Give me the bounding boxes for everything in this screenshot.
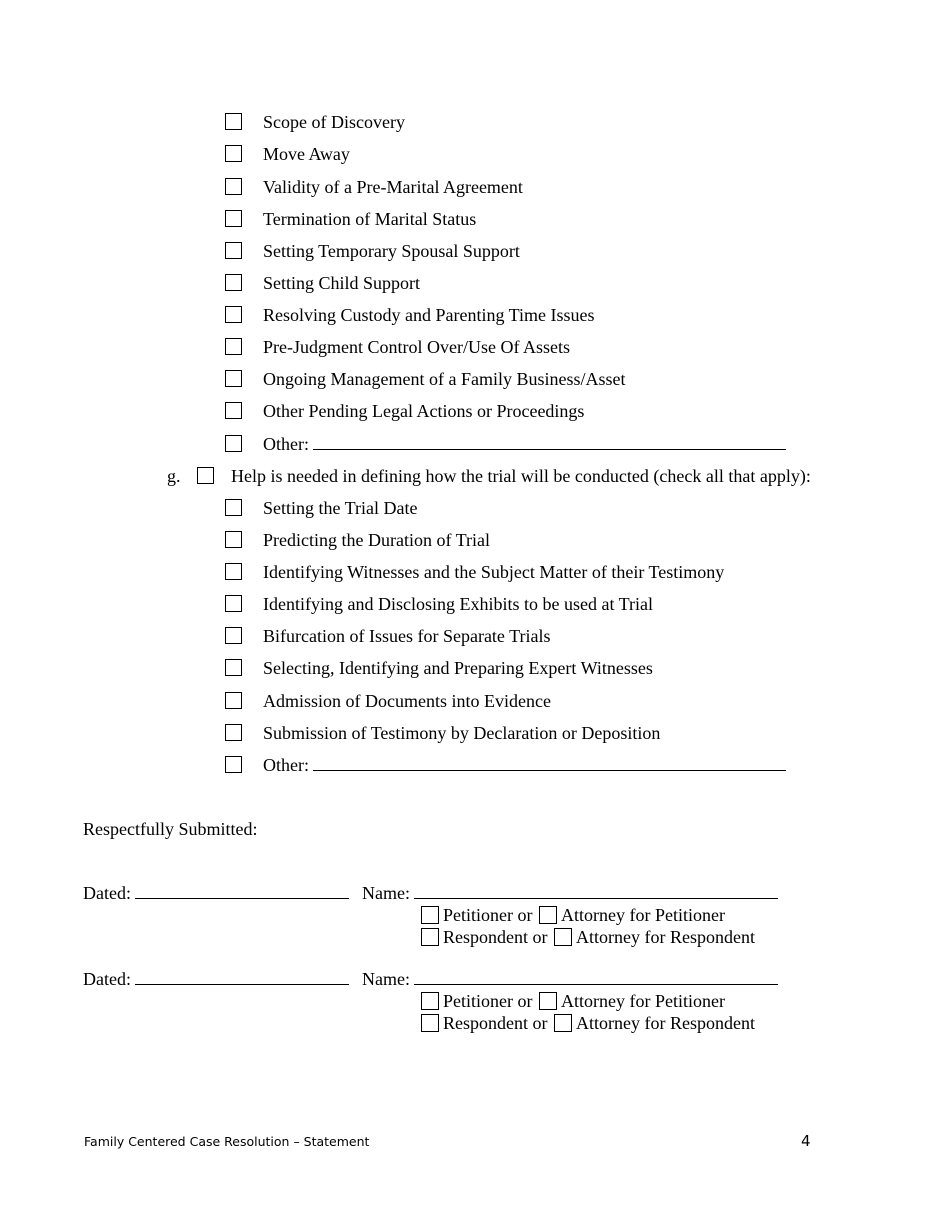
checkbox[interactable]: [225, 531, 242, 548]
item-label: Submission of Testimony by Declaration or Deposition: [263, 723, 661, 743]
respondent-row: [421, 926, 755, 948]
checkbox-petitioner[interactable]: [421, 906, 439, 924]
checkbox-attorney-petitioner[interactable]: [539, 992, 557, 1010]
checkbox[interactable]: [225, 435, 242, 452]
petitioner-row: [421, 904, 755, 926]
checkbox[interactable]: [225, 306, 242, 323]
section-letter: g.: [167, 466, 181, 486]
item-label: Other Pending Legal Actions or Proceedings: [263, 401, 585, 421]
checkbox[interactable]: [225, 370, 242, 387]
item-label: Resolving Custody and Parenting Time Issues: [263, 305, 595, 325]
petitioner-row: [421, 990, 755, 1012]
date-field[interactable]: [135, 881, 349, 899]
attorney-respondent-label: Attorney for Respondent: [575, 1013, 755, 1033]
checkbox-petitioner[interactable]: [421, 992, 439, 1010]
checkbox[interactable]: [225, 692, 242, 709]
name-field[interactable]: [414, 881, 778, 899]
checkbox[interactable]: [225, 402, 242, 419]
name-field[interactable]: [414, 967, 778, 985]
respectfully-submitted: Respectfully Submitted:: [83, 819, 258, 839]
item-label: Validity of a Pre-Marital Agreement: [263, 177, 523, 197]
role-options: [421, 990, 755, 1034]
checkbox-attorney-respondent[interactable]: [554, 1014, 572, 1032]
petitioner-or-label: Petitioner or: [443, 905, 533, 925]
checkbox[interactable]: [225, 338, 242, 355]
checkbox-attorney-respondent[interactable]: [554, 928, 572, 946]
checkbox[interactable]: [225, 627, 242, 644]
name-line: [362, 967, 778, 991]
item-label: Identifying and Disclosing Exhibits to be used at Trial: [263, 594, 653, 614]
item-label: Termination of Marital Status: [263, 209, 477, 229]
signature-block: [83, 967, 349, 991]
date-field[interactable]: [135, 967, 349, 985]
checkbox[interactable]: [225, 242, 242, 259]
other-text-field[interactable]: [313, 432, 786, 450]
checkbox[interactable]: [225, 659, 242, 676]
dated-label: Dated:: [83, 969, 131, 989]
respondent-row: [421, 1012, 755, 1034]
section-g: [0, 464, 950, 488]
checkbox[interactable]: [225, 499, 242, 516]
attorney-respondent-label: Attorney for Respondent: [575, 927, 755, 947]
name-label: Name:: [362, 883, 410, 903]
item-label: Ongoing Management of a Family Business/Asset: [263, 369, 626, 389]
footer-title: Family Centered Case Resolution – Statement: [84, 1134, 370, 1149]
name-label: Name:: [362, 969, 410, 989]
dated-label: Dated:: [83, 883, 131, 903]
respondent-or-label: Respondent or: [443, 1013, 548, 1033]
other-label: Other:: [263, 755, 309, 775]
checkbox-attorney-petitioner[interactable]: [539, 906, 557, 924]
signature-block: [83, 881, 349, 905]
role-options: [421, 904, 755, 948]
attorney-petitioner-label: Attorney for Petitioner: [560, 991, 725, 1011]
name-line: [362, 881, 778, 905]
item-label: Setting the Trial Date: [263, 498, 418, 518]
item-label: Selecting, Identifying and Preparing Expert Witnesses: [263, 658, 653, 678]
item-label: Move Away: [263, 144, 350, 164]
item-label: Admission of Documents into Evidence: [263, 691, 551, 711]
section-heading: Help is needed in defining how the trial will be conducted (check all that apply):: [231, 466, 811, 486]
item-label: Bifurcation of Issues for Separate Trials: [263, 626, 551, 646]
item-label: Pre-Judgment Control Over/Use Of Assets: [263, 337, 570, 357]
checkbox[interactable]: [225, 113, 242, 130]
checkbox[interactable]: [225, 563, 242, 580]
item-label: Identifying Witnesses and the Subject Matter of their Testimony: [263, 562, 725, 582]
item-label: Predicting the Duration of Trial: [263, 530, 490, 550]
checkbox[interactable]: [225, 756, 242, 773]
checkbox[interactable]: [225, 178, 242, 195]
attorney-petitioner-label: Attorney for Petitioner: [560, 905, 725, 925]
checkbox-respondent[interactable]: [421, 928, 439, 946]
item-label: Scope of Discovery: [263, 112, 405, 132]
checkbox[interactable]: [225, 724, 242, 741]
checkbox-respondent[interactable]: [421, 1014, 439, 1032]
checkbox[interactable]: [225, 595, 242, 612]
other-text-field[interactable]: [313, 753, 786, 771]
item-label: Setting Child Support: [263, 273, 421, 293]
petitioner-or-label: Petitioner or: [443, 991, 533, 1011]
item-label: Setting Temporary Spousal Support: [263, 241, 520, 261]
checkbox[interactable]: [225, 145, 242, 162]
page-number: 4: [801, 1132, 811, 1150]
checkbox[interactable]: [225, 210, 242, 227]
respondent-or-label: Respondent or: [443, 927, 548, 947]
checkbox[interactable]: [197, 467, 214, 484]
other-label: Other:: [263, 434, 309, 454]
checkbox[interactable]: [225, 274, 242, 291]
